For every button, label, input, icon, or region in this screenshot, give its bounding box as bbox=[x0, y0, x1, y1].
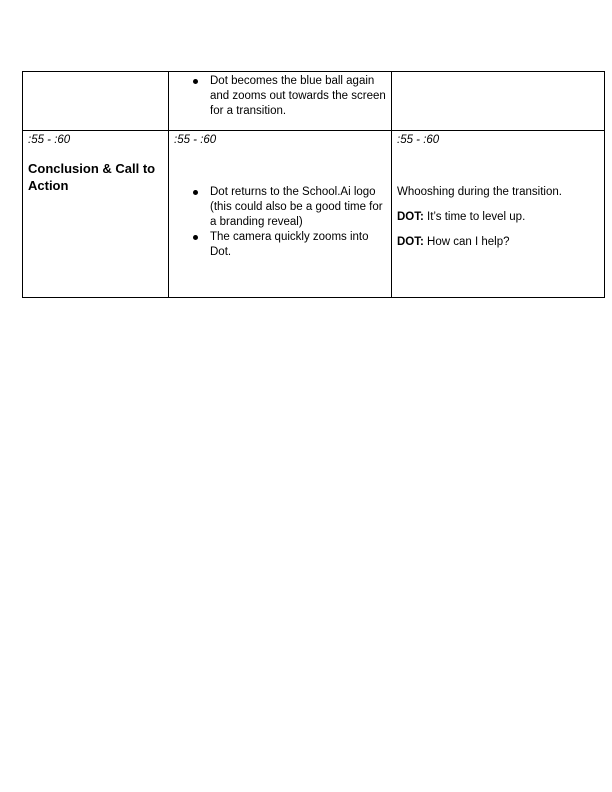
scene-cell bbox=[23, 131, 169, 298]
dialogue-line bbox=[397, 235, 599, 250]
bullet-icon bbox=[193, 235, 198, 240]
audio-sfx: Whooshing during the transition. bbox=[397, 186, 562, 198]
bullet-icon bbox=[193, 190, 198, 195]
audio-timecode: :55 - :60 bbox=[397, 134, 440, 146]
visual-bullet-text: Dot becomes the blue ball again and zooms out towards the screen for a transition. bbox=[210, 75, 386, 117]
dialogue-line bbox=[397, 210, 599, 225]
scene-title: Conclusion & Call to Action bbox=[28, 161, 156, 193]
visual-timecode: :55 - :60 bbox=[174, 134, 217, 146]
scene-timecode: :55 - :60 bbox=[28, 134, 71, 146]
speaker-label: DOT: bbox=[397, 211, 424, 223]
dialogue-text: How can I help? bbox=[423, 236, 510, 248]
visual-bullet-list bbox=[174, 74, 386, 119]
table-row bbox=[23, 72, 605, 131]
visual-bullet-text: Dot returns to the School.Ai logo (this could also be a good time for a branding reveal) bbox=[210, 186, 383, 228]
list-item bbox=[174, 74, 386, 119]
visual-cell bbox=[169, 72, 392, 131]
bullet-icon bbox=[193, 79, 198, 84]
audio-cell bbox=[392, 131, 605, 298]
scene-cell bbox=[23, 72, 169, 131]
table-row bbox=[23, 131, 605, 298]
visual-cell bbox=[169, 131, 392, 298]
visual-bullet-text: The camera quickly zooms into Dot. bbox=[210, 231, 369, 258]
speaker-label: DOT: bbox=[397, 236, 424, 248]
visual-bullet-list bbox=[174, 185, 386, 260]
list-item bbox=[174, 230, 386, 260]
audio-cell bbox=[392, 72, 605, 131]
script-table bbox=[22, 71, 605, 298]
list-item bbox=[174, 185, 386, 230]
dialogue-text: It’s time to level up. bbox=[423, 211, 526, 223]
